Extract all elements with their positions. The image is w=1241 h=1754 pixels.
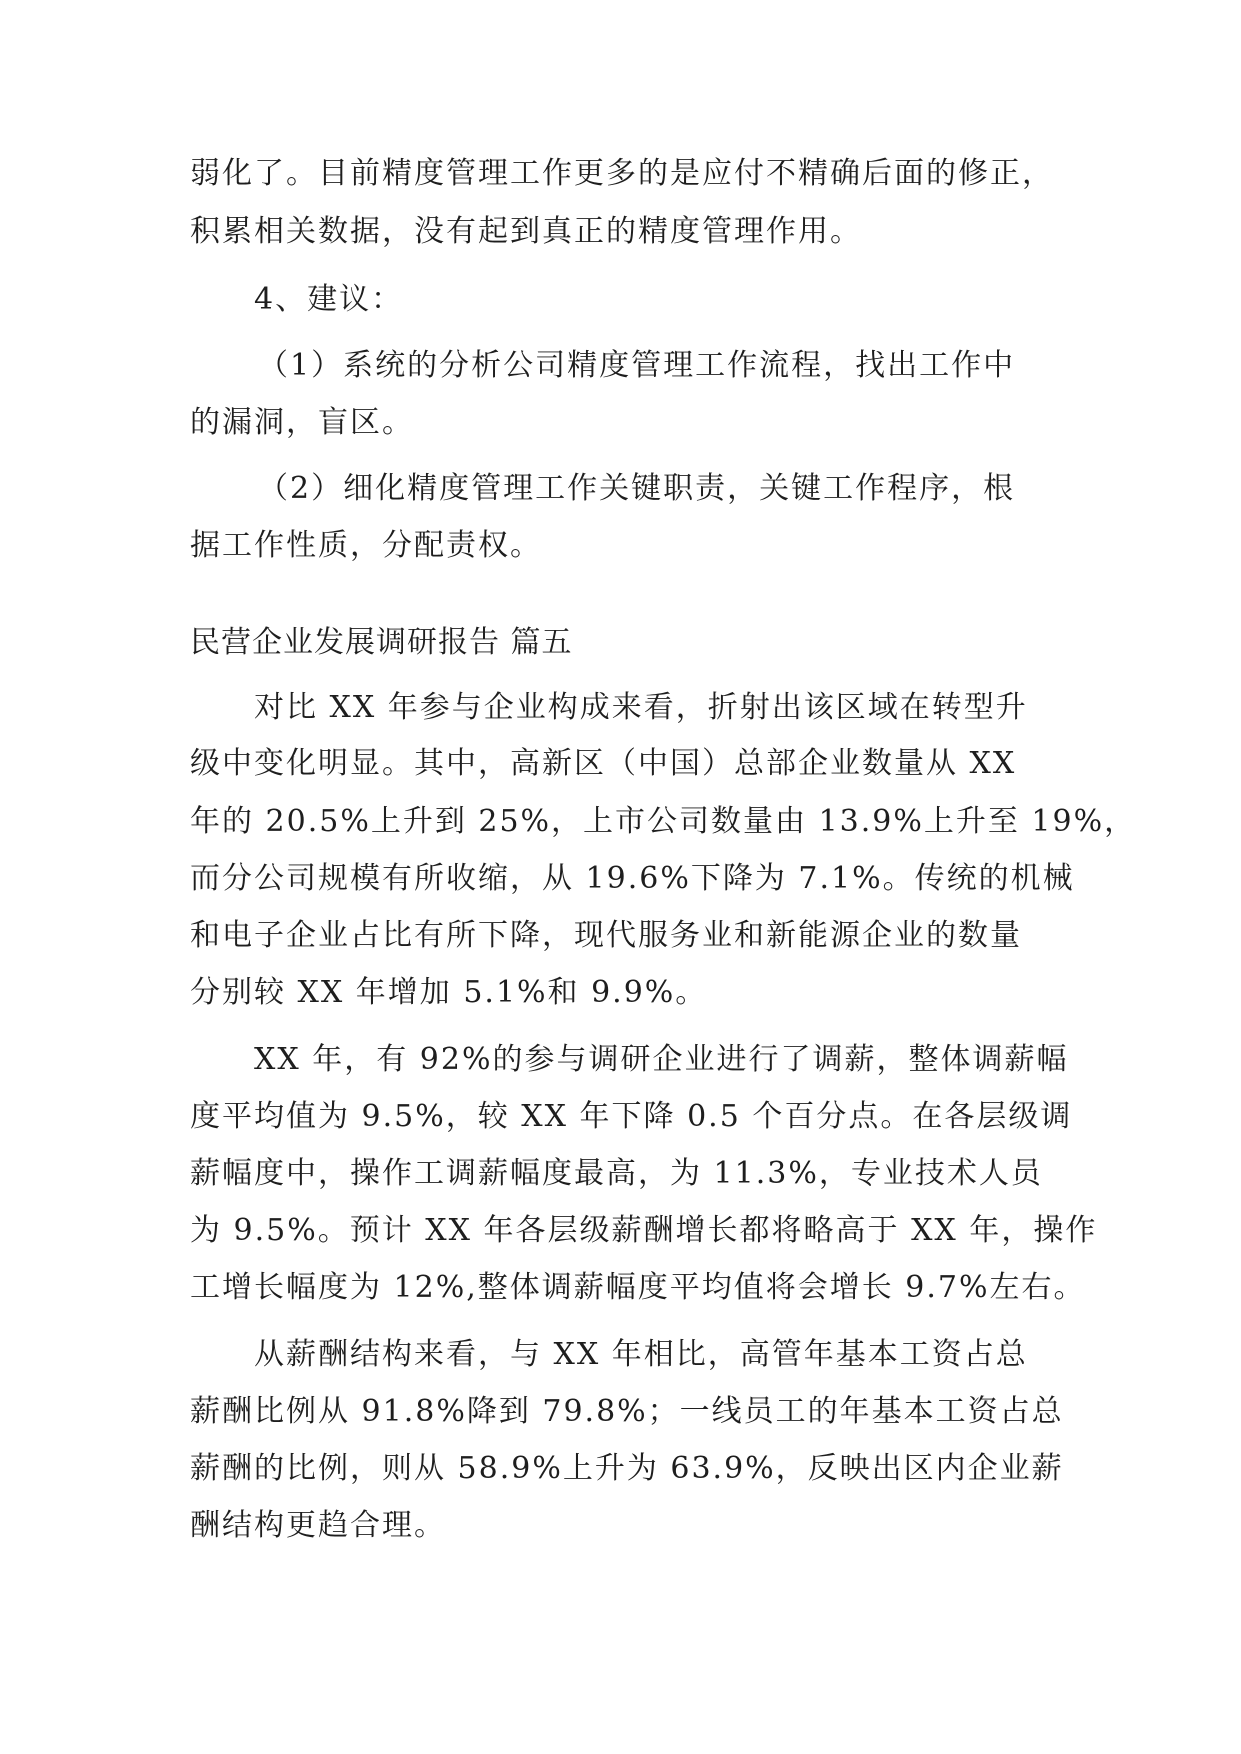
paragraph-line: 的漏洞，盲区。 — [190, 405, 414, 440]
paragraph-line: 工增长幅度为 12%,整体调薪幅度平均值将会增长 9.7%左右。 — [190, 1270, 1086, 1305]
paragraph-line: 薪酬的比例，则从 58.9%上升为 63.9%，反映出区内企业薪 — [190, 1451, 1064, 1486]
paragraph-line: 对比 XX 年参与企业构成来看，折射出该区域在转型升 — [254, 690, 1028, 725]
paragraph-line: XX 年，有 92%的参与调研企业进行了调薪，整体调薪幅 — [254, 1042, 1069, 1077]
paragraph-line: 据工作性质，分配责权。 — [190, 528, 542, 563]
paragraph-line: 酬结构更趋合理。 — [190, 1508, 446, 1543]
paragraph-line: 级中变化明显。其中，高新区（中国）总部企业数量从 XX — [190, 746, 1017, 781]
paragraph-line: 而分公司规模有所收缩，从 19.6%下降为 7.1%。传统的机械 — [190, 861, 1075, 896]
paragraph-line: 薪酬比例从 91.8%降到 79.8%；一线员工的年基本工资占总 — [190, 1394, 1064, 1429]
paragraph-line: 薪幅度中，操作工调薪幅度最高，为 11.3%，专业技术人员 — [190, 1156, 1043, 1191]
paragraph-line: 为 9.5%。预计 XX 年各层级薪酬增长都将略高于 XX 年，操作 — [190, 1213, 1098, 1248]
paragraph-line: 弱化了。目前精度管理工作更多的是应付不精确后面的修正， — [190, 156, 1054, 191]
paragraph-line: 积累相关数据，没有起到真正的精度管理作用。 — [190, 214, 862, 249]
paragraph-line: 从薪酬结构来看，与 XX 年相比，高管年基本工资占总 — [254, 1337, 1028, 1372]
list-item: （2）细化精度管理工作关键职责，关键工作程序，根 — [258, 471, 1016, 506]
section-heading: 民营企业发展调研报告 篇五 — [190, 625, 573, 660]
paragraph-line: 和电子企业占比有所下降，现代服务业和新能源企业的数量 — [190, 918, 1022, 953]
paragraph-line: 度平均值为 9.5%，较 XX 年下降 0.5 个百分点。在各层级调 — [190, 1099, 1073, 1134]
list-item: （1）系统的分析公司精度管理工作流程，找出工作中 — [258, 348, 1016, 383]
section-label: 4、建议： — [254, 282, 404, 317]
paragraph-line: 年的 20.5%上升到 25%，上市公司数量由 13.9%上升至 19%， — [190, 804, 1137, 839]
paragraph-line: 分别较 XX 年增加 5.1%和 9.9%。 — [190, 975, 708, 1010]
